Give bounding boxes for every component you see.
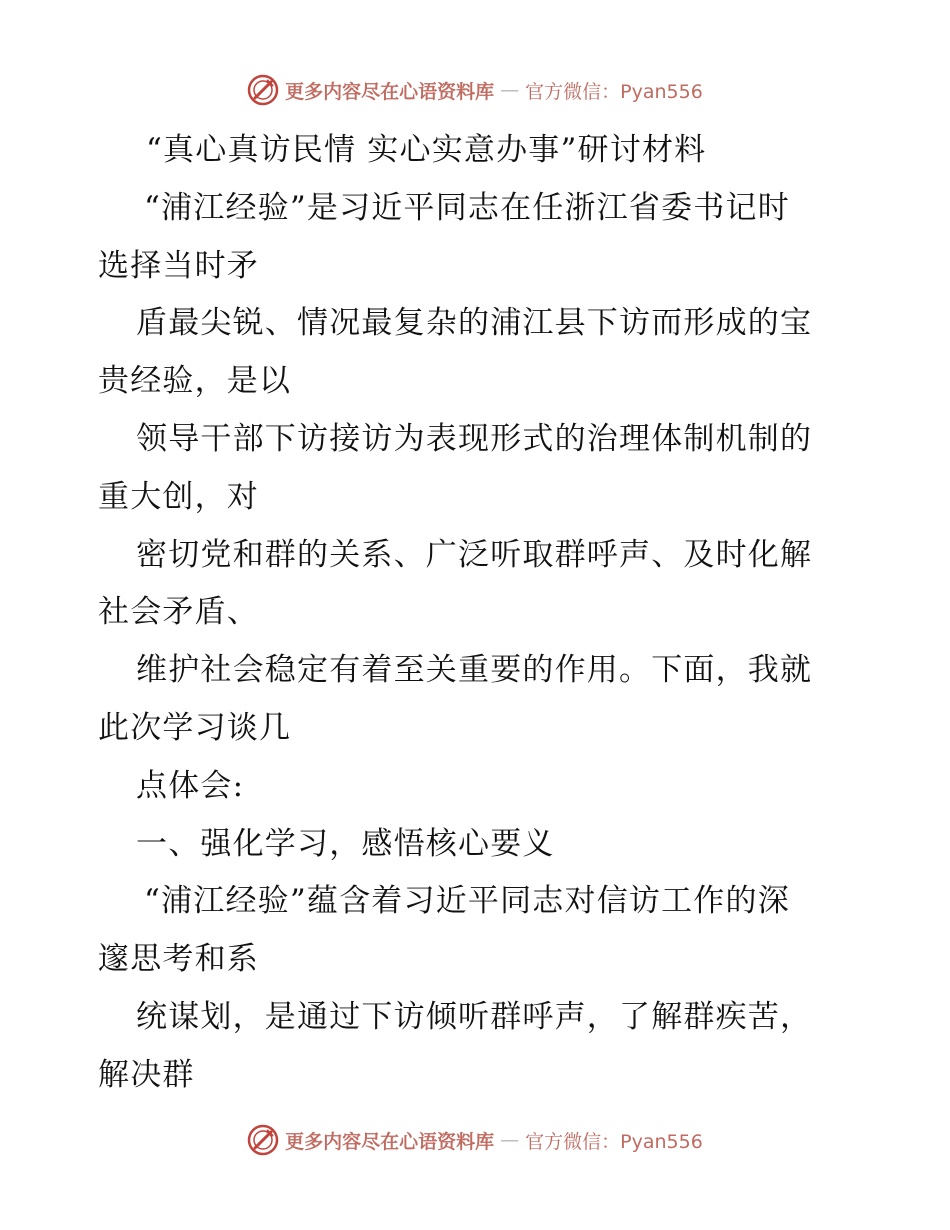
watermark-wechat-text: 官方微信：Pyan556	[525, 1130, 703, 1153]
paragraph-line: 社会矛盾、	[98, 594, 259, 631]
watermark-main-text: 更多内容尽在心语资料库	[285, 80, 495, 103]
paragraph-line: “浦江经验”蕴含着习近平同志对信访工作的深	[144, 883, 790, 920]
watermark-main-text: 更多内容尽在心语资料库	[285, 1130, 495, 1153]
brand-logo-icon	[247, 74, 279, 106]
watermark-separator: —	[500, 79, 520, 101]
document-title: “真心真访民情 实心实意办事”研讨材料	[146, 132, 707, 168]
paragraph-line: 领导干部下访接访为表现形式的治理体制机制的	[136, 420, 813, 457]
paragraph-line: 盾最尖锐、情况最复杂的浦江县下访而形成的宝	[136, 305, 813, 342]
footer-watermark	[0, 1120, 950, 1160]
paragraph-line: 贵经验，是以	[98, 363, 292, 400]
watermark-separator: —	[500, 1129, 520, 1151]
paragraph-line: 统谋划，是通过下访倾听群呼声，了解群疾苦，	[136, 998, 813, 1035]
paragraph-line: 邃思考和系	[98, 941, 259, 978]
watermark-wechat-text: 官方微信：Pyan556	[525, 80, 703, 103]
brand-logo-icon	[247, 1124, 279, 1156]
header-watermark	[0, 70, 950, 110]
paragraph-line: 解决群	[98, 1056, 195, 1093]
paragraph-line: 选择当时矛	[98, 247, 259, 284]
paragraph-line: 维护社会稳定有着至关重要的作用。下面，我就	[136, 652, 813, 689]
paragraph-line: 密切党和群的关系、广泛听取群呼声、及时化解	[136, 536, 813, 573]
document-body	[98, 122, 858, 1105]
section-heading: 一、强化学习，感悟核心要义	[136, 825, 555, 862]
paragraph-line: “浦江经验”是习近平同志在任浙江省委书记时	[144, 189, 790, 226]
paragraph-line: 此次学习谈几	[98, 709, 292, 746]
paragraph-line: 点体会:	[136, 767, 245, 804]
paragraph-line: 重大创，对	[98, 478, 259, 515]
